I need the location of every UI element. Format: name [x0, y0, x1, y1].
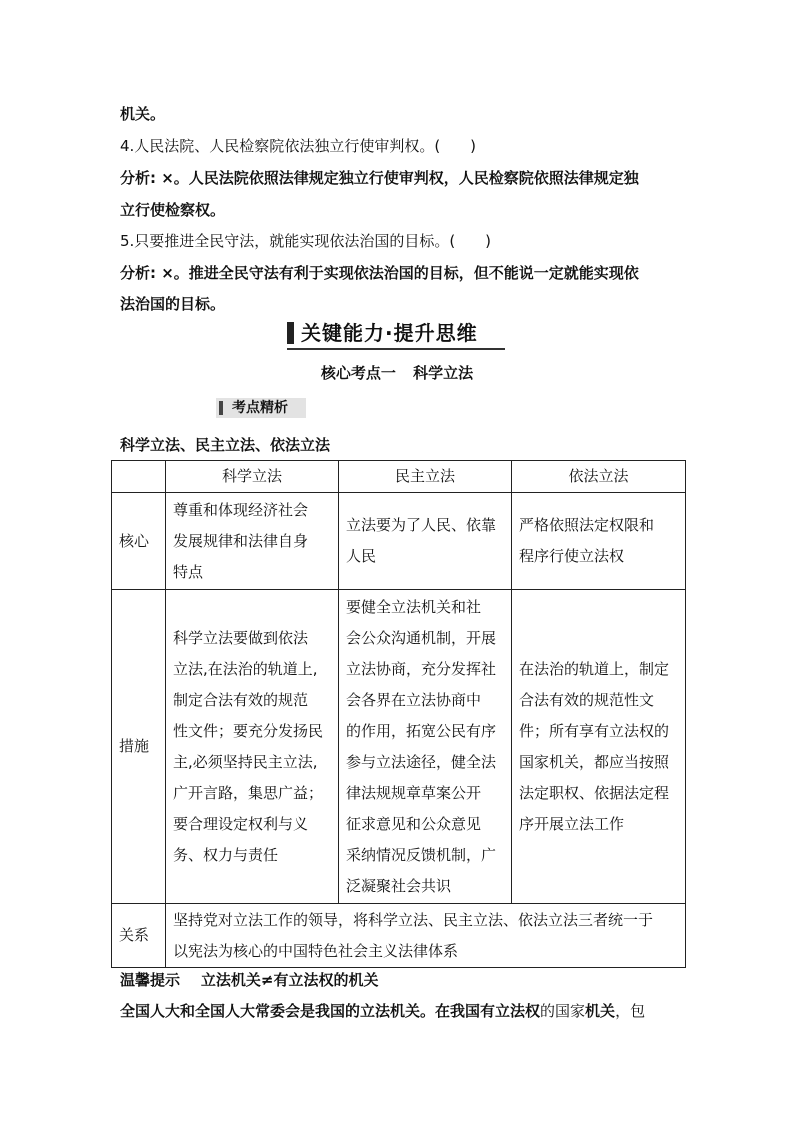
- row-label-relation: 关系: [112, 904, 166, 968]
- bottom-line-bold-3: 机关: [585, 1002, 616, 1020]
- cell-measures-scientific: [166, 590, 339, 904]
- cell-line: 的作用，拓宽公民有序: [346, 721, 497, 740]
- cell-core-lawful: [512, 493, 686, 590]
- tag-bar-icon: [219, 401, 223, 415]
- analysis-5-line-1: 分析: ×。推进全民守法有利于实现依法治国的目标，但不能说一定就能实现依: [120, 264, 639, 282]
- cell-line: 程序行使立法权: [519, 547, 625, 565]
- bottom-line-end: ，包: [615, 1002, 646, 1020]
- bottom-line-bold-2: 在我国有立法权: [435, 1002, 541, 1020]
- cell-line: 要健全立法机关和社: [346, 597, 482, 616]
- tag-label: 考点精析: [232, 400, 288, 416]
- cell-line: 件；所有享有立法权的: [519, 721, 670, 740]
- analysis-tag: [216, 398, 306, 418]
- row-label-measures: 措施: [112, 590, 166, 904]
- cell-line: 法定职权、依据法定程: [519, 783, 670, 802]
- cell-relation: [166, 904, 686, 968]
- cell-measures-democratic: [339, 590, 512, 904]
- banner-bar-icon: [287, 322, 294, 344]
- cell-line: 立法要为了人民、依靠: [346, 516, 497, 534]
- cell-line: 特点: [173, 562, 204, 581]
- question-4: 4.人民法院、人民检察院依法独立行使审判权。( ): [120, 137, 477, 155]
- analysis-5-line-2: 法治国的目标。: [120, 295, 226, 313]
- table-header-row: [112, 461, 686, 493]
- header-empty: [112, 461, 166, 493]
- cell-line: 务、权力与责任: [173, 845, 279, 864]
- header-scientific: 科学立法: [166, 461, 339, 493]
- cell-core-democratic: [339, 493, 512, 590]
- topic-subtitle: [0, 362, 794, 383]
- cell-line: 发展规律和法律自身: [173, 531, 309, 550]
- bottom-line: [120, 1001, 645, 1021]
- table-caption: 科学立法、民主立法、依法立法: [120, 436, 331, 454]
- header-lawful: 依法立法: [512, 461, 686, 493]
- analysis-4-line-1: 分析: ×。人民法院依照法律规定独立行使审判权，人民检察院依照法律规定独: [120, 169, 639, 187]
- question-5: 5.只要推进全民守法，就能实现依法治国的目标。( ): [120, 232, 492, 250]
- cell-line: 采纳情况反馈机制，广: [346, 845, 497, 864]
- cell-line: 主,必须坚持民主立法,: [173, 752, 318, 771]
- cell-line: 广开言路，集思广益；: [173, 783, 324, 802]
- row-label-core: 核心: [112, 493, 166, 590]
- comparison-table: [111, 460, 686, 968]
- cell-line: 泛凝聚社会共识: [346, 876, 452, 895]
- text-line-1: 机关。: [120, 105, 166, 123]
- cell-line: 科学立法要做到依法: [173, 628, 309, 647]
- cell-line: 人民: [346, 547, 377, 565]
- cell-line: 征求意见和公众意见: [346, 814, 482, 833]
- cell-line: 制定合法有效的规范: [173, 690, 309, 709]
- cell-line: 坚持党对立法工作的领导，将科学立法、民主立法、依法立法三者统一于: [173, 910, 654, 929]
- cell-line: 严格依照法定权限和: [519, 516, 655, 534]
- cell-line: 参与立法途径，健全法: [346, 752, 497, 771]
- bottom-line-bold: 全国人大和全国人大常委会是我国的立法机关。: [120, 1002, 436, 1020]
- topic-name: 科学立法: [413, 364, 474, 382]
- cell-measures-lawful: [512, 590, 686, 904]
- cell-line: 在法治的轨道上，制定: [519, 659, 670, 678]
- section-title: 关键能力·提升思维: [301, 321, 478, 345]
- tip-text: 立法机关≠有立法权的机关: [200, 971, 379, 989]
- table-row-relation: [112, 904, 686, 968]
- analysis-4-line-2: 立行使检察权。: [120, 201, 226, 219]
- topic-number: 核心考点一: [320, 364, 396, 382]
- tip-line: [120, 970, 378, 990]
- cell-line: 合法有效的规范性文: [519, 690, 655, 709]
- header-democratic: 民主立法: [339, 461, 512, 493]
- table-row-core: [112, 493, 686, 590]
- tip-label: 温馨提示: [120, 971, 181, 989]
- cell-line: 立法协商，充分发挥社: [346, 659, 497, 678]
- cell-line: 性文件；要充分发扬民: [173, 721, 324, 740]
- cell-line: 以宪法为核心的中国特色社会主义法律体系: [173, 941, 459, 960]
- table-row-measures: [112, 590, 686, 904]
- cell-line: 序开展立法工作: [519, 814, 625, 833]
- section-banner: [287, 320, 505, 350]
- cell-line: 要合理设定权利与义: [173, 814, 309, 833]
- cell-line: 立法,在法治的轨道上,: [173, 659, 318, 678]
- bottom-line-normal: 的国家: [540, 1002, 586, 1020]
- cell-line: 国家机关，都应当按照: [519, 752, 670, 771]
- cell-line: 律法规规章草案公开: [346, 783, 482, 802]
- cell-line: 会公众沟通机制，开展: [346, 628, 497, 647]
- cell-core-scientific: [166, 493, 339, 590]
- cell-line: 尊重和体现经济社会: [173, 500, 309, 519]
- cell-line: 会各界在立法协商中: [346, 690, 482, 709]
